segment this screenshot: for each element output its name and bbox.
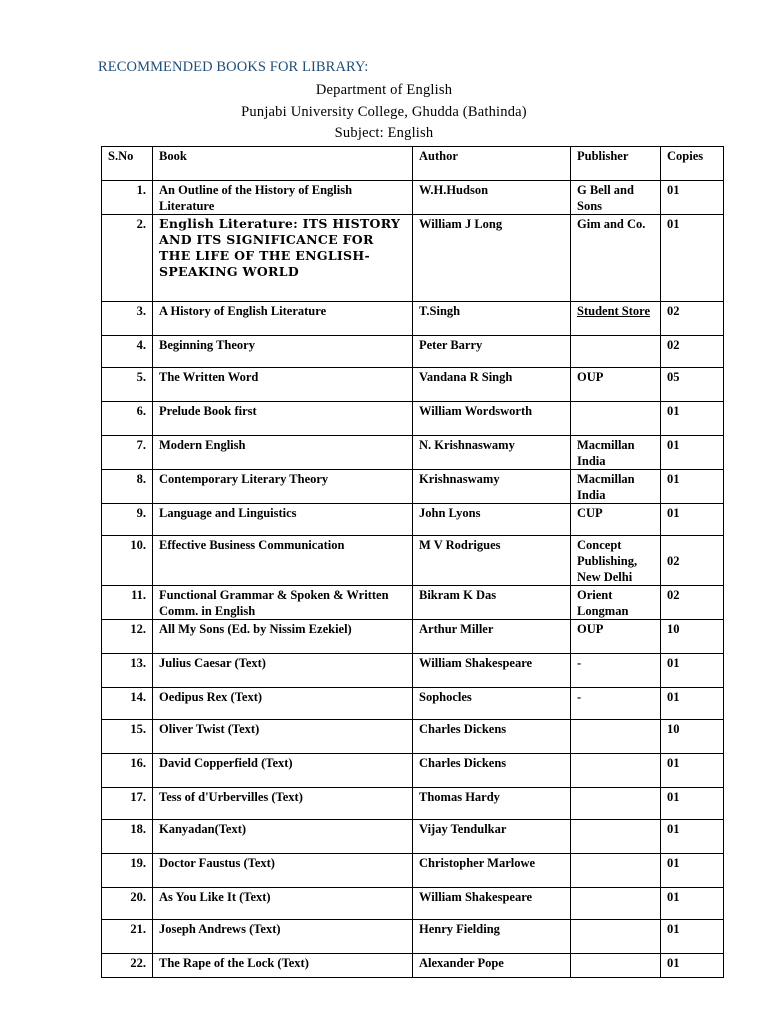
table-row [102,586,724,620]
cell-author: Sophocles [413,688,571,720]
cell-copies: 01 [661,181,724,215]
cell-publisher: OUP [571,368,661,402]
cell-copies: 10 [661,720,724,754]
cell-book: A History of English Literature [153,302,413,336]
cell-book: Prelude Book first [153,402,413,436]
cell-publisher: Orient Longman [571,586,661,620]
cell-copies: 01 [661,654,724,688]
table-row [102,215,724,302]
cell-copies: 01 [661,820,724,854]
cell-sno: 22. [102,954,153,978]
cell-author: William Shakespeare [413,654,571,688]
cell-book: Beginning Theory [153,336,413,368]
table-row [102,181,724,215]
cell-sno: 7. [102,436,153,470]
cell-publisher [571,888,661,920]
cell-book: Modern English [153,436,413,470]
cell-publisher: Concept Publishing, New Delhi [571,536,661,586]
department-title: Department of English [315,82,453,98]
subject-title: Subject: English [334,125,434,141]
cell-sno: 15. [102,720,153,754]
cell-publisher: - [571,654,661,688]
cell-copies: 01 [661,754,724,788]
header-publisher: Publisher [571,147,661,181]
cell-author: William Wordsworth [413,402,571,436]
cell-sno: 1. [102,181,153,215]
cell-book: Functional Grammar & Spoken & Written Comm. in English [153,586,413,620]
cell-sno: 10. [102,536,153,586]
cell-copies: 01 [661,215,724,302]
cell-publisher: CUP [571,504,661,536]
cell-book: David Copperfield (Text) [153,754,413,788]
cell-sno: 5. [102,368,153,402]
cell-book: As You Like It (Text) [153,888,413,920]
cell-author: William J Long [413,215,571,302]
table-row [102,854,724,888]
cell-author: John Lyons [413,504,571,536]
cell-sno: 13. [102,654,153,688]
table-row [102,720,724,754]
table-row [102,954,724,978]
cell-publisher [571,854,661,888]
cell-sno: 19. [102,854,153,888]
cell-copies: 05 [661,368,724,402]
table-row [102,620,724,654]
table-row [102,536,724,586]
cell-publisher [571,754,661,788]
cell-sno: 9. [102,504,153,536]
cell-book: Doctor Faustus (Text) [153,854,413,888]
header-author: Author [413,147,571,181]
cell-author: Peter Barry [413,336,571,368]
cell-publisher [571,402,661,436]
cell-sno: 3. [102,302,153,336]
table-row [102,436,724,470]
books-table [101,146,724,978]
cell-sno: 16. [102,754,153,788]
table-row [102,788,724,820]
table-row [102,820,724,854]
cell-author: Charles Dickens [413,720,571,754]
cell-copies: 01 [661,436,724,470]
cell-sno: 20. [102,888,153,920]
cell-book: Contemporary Literary Theory [153,470,413,504]
table-row [102,504,724,536]
cell-author: T.Singh [413,302,571,336]
cell-sno: 14. [102,688,153,720]
cell-publisher [571,336,661,368]
cell-sno: 18. [102,820,153,854]
cell-publisher: Gim and Co. [571,215,661,302]
table-row [102,688,724,720]
cell-copies: 01 [661,854,724,888]
cell-publisher: Macmillan India [571,470,661,504]
cell-author: W.H.Hudson [413,181,571,215]
cell-author: Krishnaswamy [413,470,571,504]
table-row [102,402,724,436]
library-heading: RECOMMENDED BOOKS FOR LIBRARY: [98,59,369,75]
cell-publisher: G Bell and Sons [571,181,661,215]
cell-book: Language and Linguistics [153,504,413,536]
cell-publisher [571,820,661,854]
cell-copies: 01 [661,688,724,720]
cell-publisher [571,788,661,820]
table-row [102,654,724,688]
cell-sno: 11. [102,586,153,620]
cell-copies: 02 [661,536,724,586]
cell-book: The Rape of the Lock (Text) [153,954,413,978]
cell-publisher: OUP [571,620,661,654]
cell-author: William Shakespeare [413,888,571,920]
cell-copies: 01 [661,402,724,436]
cell-sno: 12. [102,620,153,654]
cell-sno: 21. [102,920,153,954]
cell-copies: 02 [661,336,724,368]
cell-publisher [571,954,661,978]
cell-copies: 01 [661,888,724,920]
cell-book: Oedipus Rex (Text) [153,688,413,720]
cell-author: Christopher Marlowe [413,854,571,888]
cell-publisher: - [571,688,661,720]
cell-book: Tess of d'Urbervilles (Text) [153,788,413,820]
cell-copies: 02 [661,586,724,620]
cell-sno: 17. [102,788,153,820]
cell-author: Vijay Tendulkar [413,820,571,854]
cell-sno: 6. [102,402,153,436]
table-row [102,302,724,336]
table-row [102,754,724,788]
cell-book: Oliver Twist (Text) [153,720,413,754]
cell-author: Bikram K Das [413,586,571,620]
cell-publisher: Macmillan India [571,436,661,470]
cell-copies: 02 [661,302,724,336]
cell-sno: 4. [102,336,153,368]
cell-sno: 8. [102,470,153,504]
table-header-row [102,147,724,181]
header-copies: Copies [661,147,724,181]
cell-book: English Literature: ITS HISTORY AND ITS SIGNIFICANCE FOR THE LIFE OF THE ENGLISH-SPEAKING WORLD [153,215,413,302]
cell-book: Kanyadan(Text) [153,820,413,854]
cell-author: Henry Fielding [413,920,571,954]
cell-book: An Outline of the History of English Literature [153,181,413,215]
cell-copies: 01 [661,920,724,954]
cell-book: The Written Word [153,368,413,402]
header-sno: S.No [102,147,153,181]
cell-book: Joseph Andrews (Text) [153,920,413,954]
cell-book: Effective Business Communication [153,536,413,586]
college-title: Punjabi University College, Ghudda (Bathinda) [241,104,527,120]
table-row [102,470,724,504]
cell-book: All My Sons (Ed. by Nissim Ezekiel) [153,620,413,654]
cell-sno: 2. [102,215,153,302]
cell-copies: 01 [661,504,724,536]
table-row [102,920,724,954]
cell-author: Thomas Hardy [413,788,571,820]
cell-copies: 01 [661,470,724,504]
cell-author: Charles Dickens [413,754,571,788]
cell-publisher [571,920,661,954]
cell-author: M V Rodrigues [413,536,571,586]
table-row [102,888,724,920]
cell-copies: 01 [661,788,724,820]
table-row [102,336,724,368]
cell-author: Vandana R Singh [413,368,571,402]
cell-copies: 01 [661,954,724,978]
cell-copies: 10 [661,620,724,654]
cell-book: Julius Caesar (Text) [153,654,413,688]
cell-publisher: Student Store [571,302,661,336]
header-book: Book [153,147,413,181]
cell-author: N. Krishnaswamy [413,436,571,470]
table-row [102,368,724,402]
cell-publisher [571,720,661,754]
cell-author: Alexander Pope [413,954,571,978]
cell-author: Arthur Miller [413,620,571,654]
